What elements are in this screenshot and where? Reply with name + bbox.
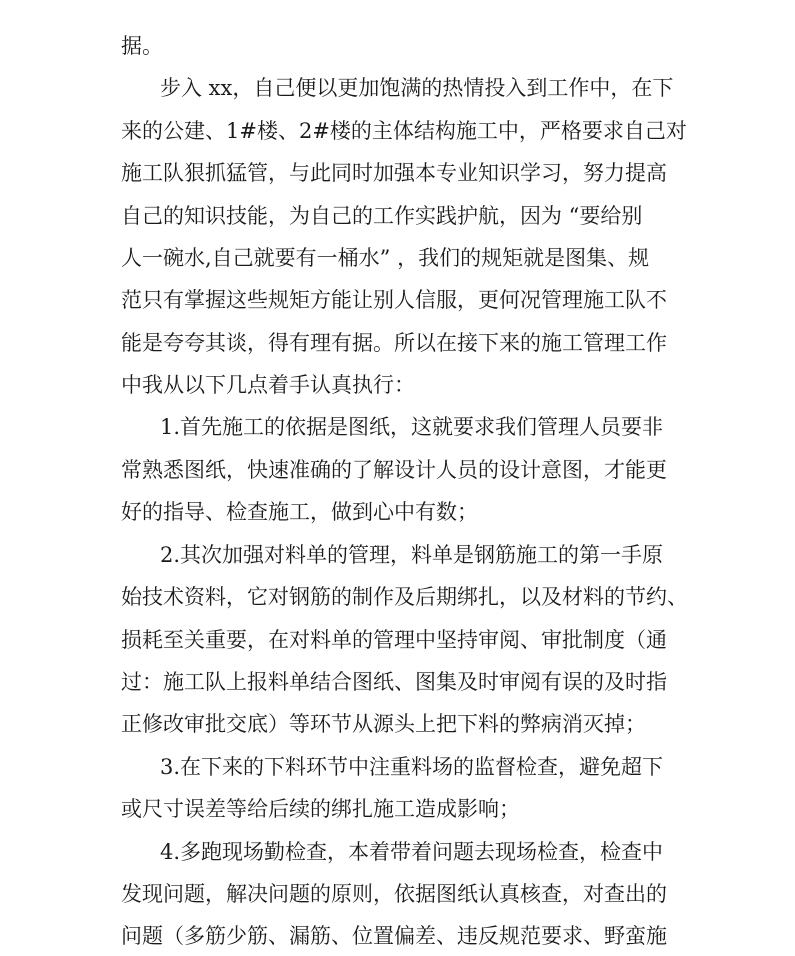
text-line: 施工队狠抓猛管，与此同时加强本专业知识学习，努力提高 bbox=[121, 161, 667, 185]
text-line: 好的指导、检查施工，做到心中有数； bbox=[121, 500, 478, 524]
text-line: 常熟悉图纸，快速准确的了解设计人员的设计意图，才能更 bbox=[121, 458, 667, 482]
text-line: 损耗至关重要，在对料单的管理中坚持审阅、审批制度（通 bbox=[121, 628, 667, 652]
text-line: 人一碗水,自己就要有一桶水” ，我们的规矩就是图集、规 bbox=[121, 246, 650, 270]
text-line: 问题（多筋少筋、漏筋、位置偏差、违反规范要求、野蛮施 bbox=[121, 924, 667, 948]
text-line: 能是夸夸其谈，得有理有据。所以在接下来的施工管理工作 bbox=[121, 331, 667, 355]
paragraph-first-line: 步入 xx，自己便以更加饱满的热情投入到工作中，在下 bbox=[160, 76, 674, 100]
list-item-3-first-line: 3.在下来的下料环节中注重料场的监督检查，避免超下 bbox=[160, 755, 664, 779]
text-line: 始技术资料，它对钢筋的制作及后期绑扎，以及材料的节约、 bbox=[121, 585, 688, 609]
text-line: 范只有掌握这些规矩方能让别人信服，更何况管理施工队不 bbox=[121, 288, 667, 312]
text-line: 过：施工队上报料单结合图纸、图集及时审阅有误的及时指 bbox=[121, 670, 667, 694]
list-item-4-first-line: 4.多跑现场勤检查，本着带着问题去现场检查，检查中 bbox=[160, 840, 664, 864]
text-line: 发现问题，解决问题的原则，依据图纸认真核查，对查出的 bbox=[121, 882, 667, 906]
text-line: 来的公建、1#楼、2#楼的主体结构施工中，严格要求自己对 bbox=[121, 119, 687, 143]
text-line: 据。 bbox=[121, 34, 163, 58]
text-line: 或尺寸误差等给后续的绑扎施工造成影响； bbox=[121, 797, 520, 821]
text-line: 正修改审批交底）等环节从源头上把下料的弊病消灭掉； bbox=[121, 712, 646, 736]
list-item-2-first-line: 2.其次加强对料单的管理，料单是钢筋施工的第一手原 bbox=[160, 543, 664, 567]
list-item-1-first-line: 1.首先施工的依据是图纸，这就要求我们管理人员要非 bbox=[160, 415, 664, 439]
text-line: 自己的知识技能，为自己的工作实践护航，因为 “要给别 bbox=[121, 204, 643, 228]
text-line: 中我从以下几点着手认真执行： bbox=[121, 373, 415, 397]
